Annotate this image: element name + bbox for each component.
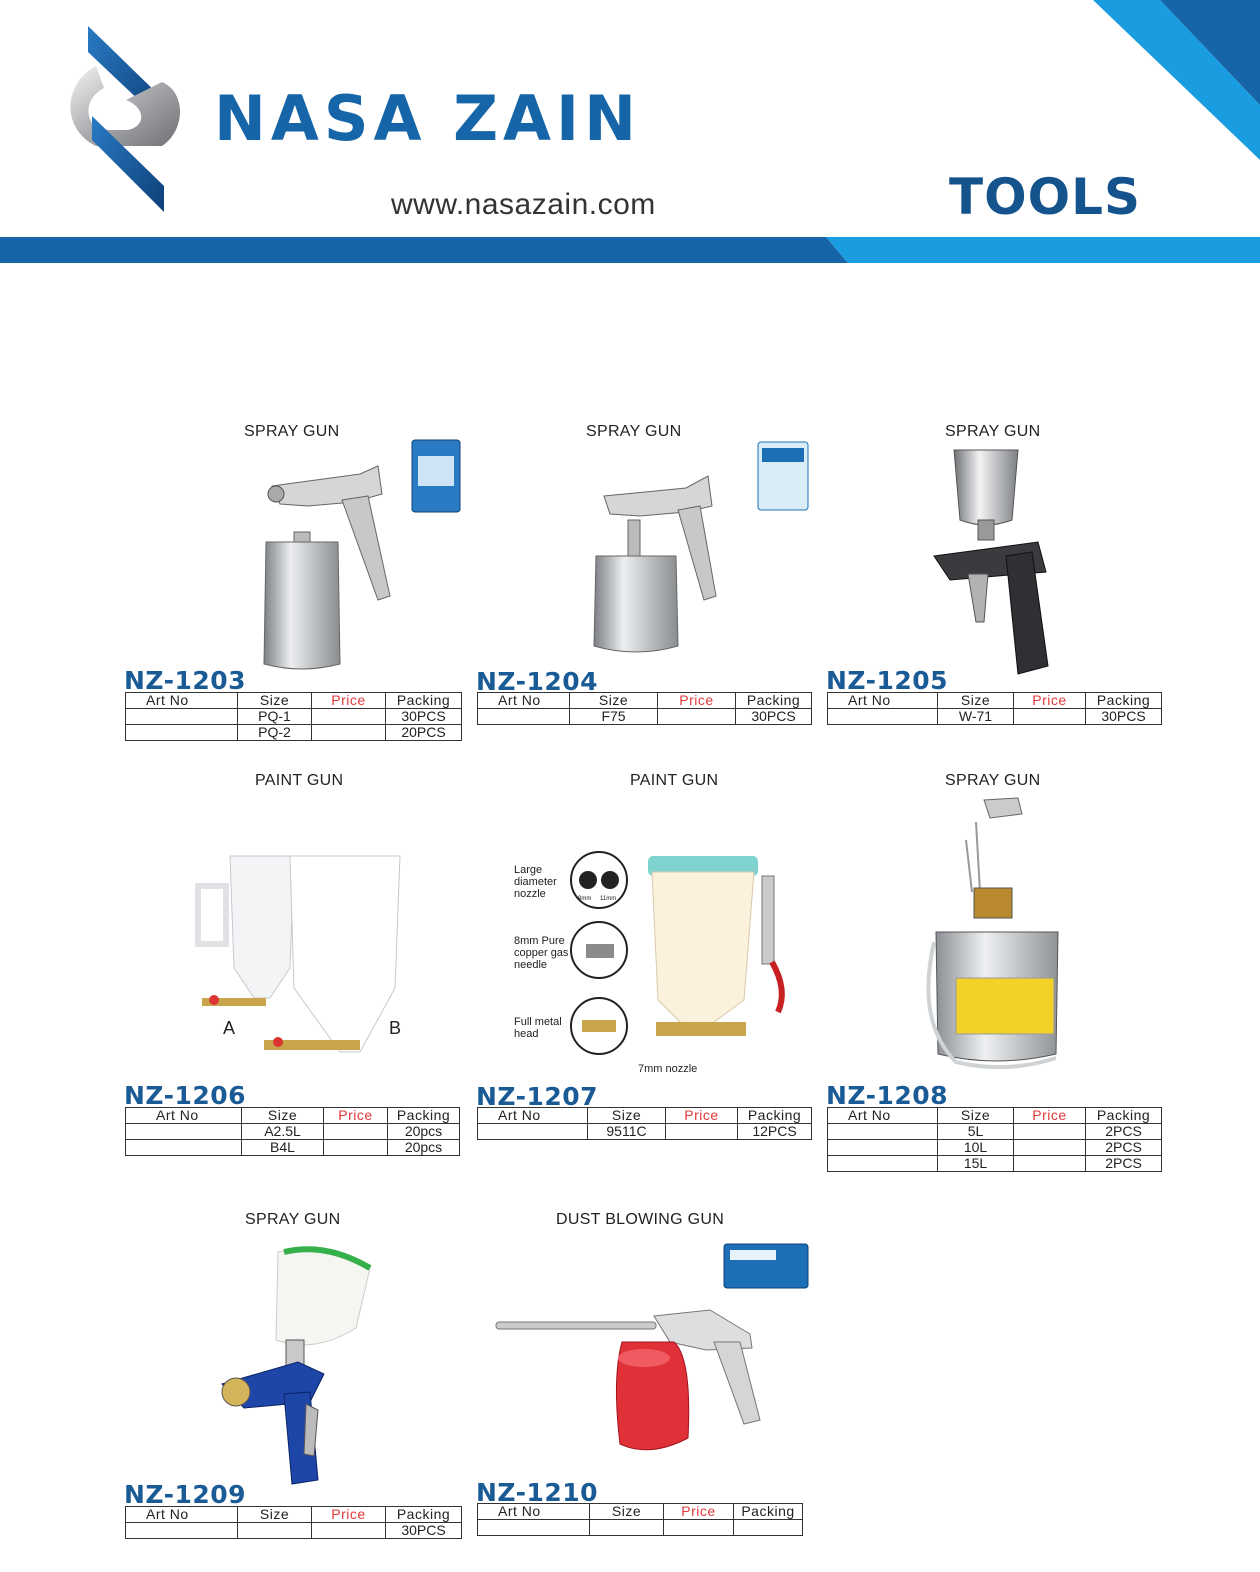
product-title: PAINT GUN bbox=[630, 772, 719, 789]
size-cell: B4L bbox=[242, 1140, 324, 1156]
col-size: Size bbox=[238, 1507, 312, 1523]
size-cell: F75 bbox=[570, 709, 658, 725]
size-cell: 15L bbox=[938, 1156, 1014, 1172]
col-art-no: Art No bbox=[126, 693, 238, 709]
size-cell: W-71 bbox=[938, 709, 1014, 725]
size-cell: 5L bbox=[938, 1124, 1014, 1140]
spec-table bbox=[827, 692, 1162, 725]
product-code: NZ-1208 bbox=[826, 1081, 949, 1110]
table-row bbox=[126, 709, 462, 725]
size-cell: PQ-1 bbox=[238, 709, 312, 725]
spray-gun-image bbox=[590, 436, 815, 656]
col-packing: Packing bbox=[386, 1507, 462, 1523]
size-cell: 9511C bbox=[588, 1124, 666, 1140]
spec-table bbox=[477, 1503, 803, 1536]
packing-cell: 30PCS bbox=[386, 1523, 462, 1539]
product-title: DUST BLOWING GUN bbox=[556, 1211, 725, 1228]
col-art-no: Art No bbox=[126, 1108, 242, 1124]
col-art-no: Art No bbox=[828, 1108, 938, 1124]
col-price: Price bbox=[312, 693, 386, 709]
table-row bbox=[126, 1124, 460, 1140]
product-code: NZ-1204 bbox=[476, 667, 599, 696]
spray-gun-image bbox=[214, 1244, 380, 1488]
nasa-zain-logo bbox=[66, 22, 188, 216]
note-7mm-nozzle: 7mm nozzle bbox=[638, 1063, 698, 1075]
col-price: Price bbox=[1014, 1108, 1086, 1124]
product-code: NZ-1207 bbox=[476, 1082, 599, 1111]
col-packing: Packing bbox=[388, 1108, 460, 1124]
col-packing: Packing bbox=[736, 693, 812, 709]
size-cell bbox=[238, 1523, 312, 1539]
packing-cell: 30PCS bbox=[736, 709, 812, 725]
table-row bbox=[126, 1140, 460, 1156]
banner-bar-dark bbox=[0, 237, 848, 263]
col-price: Price bbox=[324, 1108, 388, 1124]
spec-table bbox=[125, 692, 462, 741]
spec-table bbox=[477, 692, 812, 725]
col-size: Size bbox=[570, 693, 658, 709]
col-packing: Packing bbox=[734, 1504, 803, 1520]
size-cell: PQ-2 bbox=[238, 725, 312, 741]
banner-bar-light bbox=[826, 237, 1260, 263]
col-packing: Packing bbox=[1086, 1108, 1162, 1124]
nozzle-size-11mm: 11mm bbox=[600, 896, 617, 902]
size-cell: A2.5L bbox=[242, 1124, 324, 1140]
packing-cell: 20PCS bbox=[386, 725, 462, 741]
product-code: NZ-1206 bbox=[124, 1081, 247, 1110]
product-title: SPRAY GUN bbox=[586, 423, 682, 440]
col-art-no: Art No bbox=[478, 1504, 590, 1520]
table-row bbox=[828, 1156, 1162, 1172]
spray-gun-image bbox=[250, 436, 465, 672]
col-price: Price bbox=[664, 1504, 734, 1520]
nozzle-size-9mm: 9mm bbox=[578, 896, 592, 902]
col-size: Size bbox=[938, 693, 1014, 709]
spec-table bbox=[477, 1107, 812, 1140]
website-link[interactable]: www.nasazain.com bbox=[391, 188, 656, 221]
size-cell: 10L bbox=[938, 1140, 1014, 1156]
note-needle: 8mm Pure copper gas needle bbox=[514, 935, 569, 971]
packing-cell: 20pcs bbox=[388, 1124, 460, 1140]
spray-gun-image bbox=[928, 446, 1068, 680]
col-price: Price bbox=[1014, 693, 1086, 709]
packing-cell: 30PCS bbox=[386, 709, 462, 725]
spec-table bbox=[125, 1107, 460, 1156]
col-price: Price bbox=[666, 1108, 738, 1124]
col-art-no: Art No bbox=[126, 1507, 238, 1523]
table-row bbox=[478, 1124, 812, 1140]
spec-table bbox=[827, 1107, 1162, 1172]
product-title: SPRAY GUN bbox=[945, 772, 1041, 789]
pressure-tank-image bbox=[926, 792, 1076, 1074]
packing-cell: 30PCS bbox=[1086, 709, 1162, 725]
col-price: Price bbox=[312, 1507, 386, 1523]
col-art-no: Art No bbox=[828, 693, 938, 709]
table-row bbox=[478, 1520, 803, 1536]
table-row bbox=[828, 1124, 1162, 1140]
brand-name: NASA ZAIN bbox=[214, 82, 641, 155]
table-row bbox=[126, 725, 462, 741]
dust-blowing-gun-image bbox=[494, 1238, 814, 1464]
col-size: Size bbox=[590, 1504, 664, 1520]
col-art-no: Art No bbox=[478, 693, 570, 709]
packing-cell: 2PCS bbox=[1086, 1140, 1162, 1156]
col-size: Size bbox=[238, 693, 312, 709]
product-code: NZ-1205 bbox=[826, 666, 949, 695]
product-code: NZ-1203 bbox=[124, 666, 247, 695]
paint-gun-image bbox=[566, 850, 806, 1065]
page-title: TOOLS bbox=[949, 168, 1141, 226]
col-size: Size bbox=[938, 1108, 1014, 1124]
paint-gun-image bbox=[190, 848, 420, 1078]
packing-cell: 2PCS bbox=[1086, 1124, 1162, 1140]
table-row bbox=[828, 709, 1162, 725]
col-size: Size bbox=[588, 1108, 666, 1124]
product-title: SPRAY GUN bbox=[945, 423, 1041, 440]
col-size: Size bbox=[242, 1108, 324, 1124]
product-title: SPRAY GUN bbox=[245, 1211, 341, 1228]
col-packing: Packing bbox=[1086, 693, 1162, 709]
col-packing: Packing bbox=[738, 1108, 812, 1124]
product-code: NZ-1210 bbox=[476, 1478, 599, 1507]
note-head: Full metal head bbox=[514, 1016, 562, 1040]
product-title: PAINT GUN bbox=[255, 772, 344, 789]
variant-label-b: B bbox=[389, 1018, 402, 1038]
col-packing: Packing bbox=[386, 693, 462, 709]
product-code: NZ-1209 bbox=[124, 1480, 247, 1509]
spec-table bbox=[125, 1506, 462, 1539]
table-row bbox=[478, 709, 812, 725]
note-nozzle: Large diameter nozzle bbox=[514, 864, 557, 900]
packing-cell: 20pcs bbox=[388, 1140, 460, 1156]
table-row bbox=[828, 1140, 1162, 1156]
col-art-no: Art No bbox=[478, 1108, 588, 1124]
packing-cell: 12PCS bbox=[738, 1124, 812, 1140]
table-row bbox=[126, 1523, 462, 1539]
variant-label-a: A bbox=[223, 1018, 236, 1038]
packing-cell: 2PCS bbox=[1086, 1156, 1162, 1172]
col-price: Price bbox=[658, 693, 736, 709]
product-title: SPRAY GUN bbox=[244, 423, 340, 440]
